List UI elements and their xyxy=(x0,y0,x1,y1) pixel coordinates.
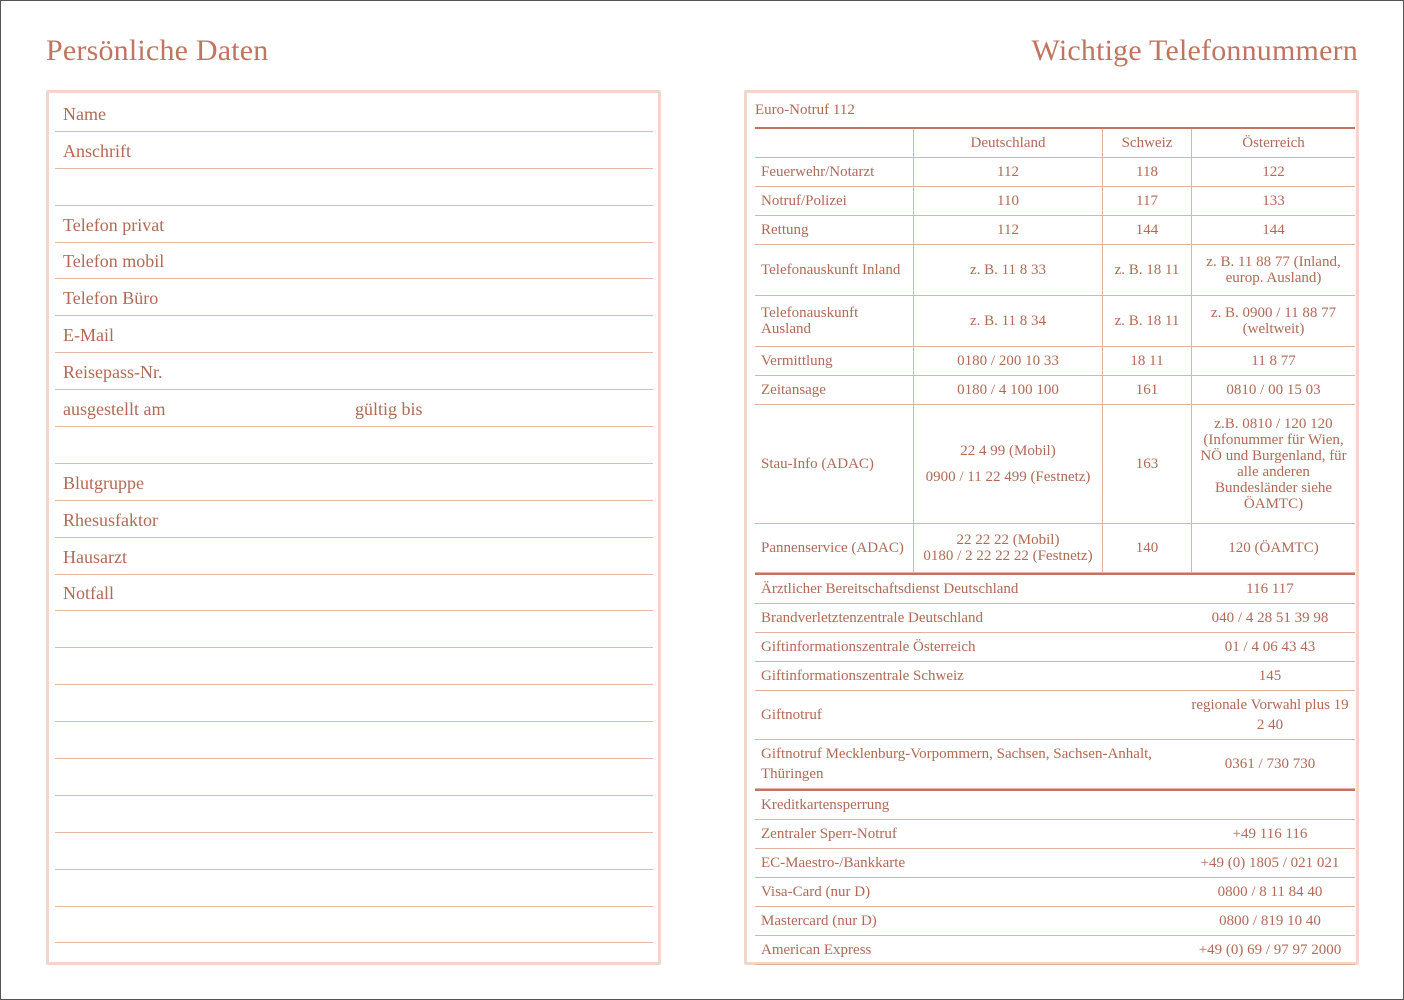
service-name: Zeitansage xyxy=(755,376,914,405)
card-service-number: +49 (0) 1805 / 021 021 xyxy=(1185,849,1355,878)
switzerland-number: 144 xyxy=(1103,216,1192,245)
form-line[interactable] xyxy=(55,427,653,464)
health-row xyxy=(755,662,1355,691)
germany-number-text-2: 0180 / 2 22 22 22 (Festnetz) xyxy=(923,548,1093,564)
form-line[interactable] xyxy=(55,169,653,206)
health-service-name: Giftnotruf xyxy=(755,691,1185,740)
switzerland-number: z. B. 18 11 xyxy=(1103,245,1192,296)
card-service-name: EC-Maestro-/Bankkarte xyxy=(755,849,1185,878)
form-line[interactable] xyxy=(55,132,653,169)
health-table xyxy=(755,573,1355,789)
form-line[interactable] xyxy=(55,833,653,870)
germany-number-text: 22 4 99 (Mobil) xyxy=(960,443,1056,459)
personal-data-lines xyxy=(55,95,653,943)
emergency-row xyxy=(755,524,1355,573)
card-service-number: 0800 / 819 10 40 xyxy=(1185,907,1355,936)
spacer xyxy=(918,459,1098,469)
health-service-number: regionale Vorwahl plus 19 2 40 xyxy=(1185,691,1355,740)
switzerland-number: 18 11 xyxy=(1103,347,1192,376)
austria-number: z. B. 11 88 77 (Inland, europ. Ausland) xyxy=(1192,245,1356,296)
germany-number-text: 0180 / 200 10 33 xyxy=(957,353,1059,369)
germany-number-text: 112 xyxy=(997,164,1019,180)
form-line[interactable] xyxy=(55,722,653,759)
emergency-table-header xyxy=(755,128,1355,158)
emergency-row xyxy=(755,187,1355,216)
austria-number: z. B. 0900 / 11 88 77 (weltweit) xyxy=(1192,296,1356,347)
germany-number xyxy=(914,187,1103,216)
health-service-number: 040 / 4 28 51 39 98 xyxy=(1185,604,1355,633)
card-service-name: American Express xyxy=(755,936,1185,965)
austria-number: 122 xyxy=(1192,158,1356,187)
austria-number: 144 xyxy=(1192,216,1356,245)
switzerland-number: 140 xyxy=(1103,524,1192,573)
germany-number xyxy=(914,245,1103,296)
form-line[interactable] xyxy=(55,870,653,907)
form-line-label: Name xyxy=(63,103,106,124)
form-line[interactable] xyxy=(55,353,653,390)
austria-number: 120 (ÖAMTC) xyxy=(1192,524,1356,573)
germany-number-text: 112 xyxy=(997,222,1019,238)
form-line[interactable] xyxy=(55,390,653,427)
form-line[interactable] xyxy=(55,95,653,132)
emergency-row xyxy=(755,216,1355,245)
form-line[interactable] xyxy=(55,501,653,538)
form-line-label: E-Mail xyxy=(63,325,114,346)
card-row xyxy=(755,878,1355,907)
column-header xyxy=(755,128,914,158)
card-row xyxy=(755,907,1355,936)
form-line[interactable] xyxy=(55,685,653,722)
germany-number-text: 110 xyxy=(997,193,1019,209)
form-line-label: ausgestellt am xyxy=(63,399,166,420)
form-line[interactable] xyxy=(55,796,653,833)
service-name: Vermittlung xyxy=(755,347,914,376)
health-service-name: Giftinformationszentrale Schweiz xyxy=(755,662,1185,691)
phone-numbers-title: Wichtige Telefonnummern xyxy=(1031,34,1358,67)
phone-numbers-panel xyxy=(744,90,1359,965)
column-header: Österreich xyxy=(1192,128,1356,158)
germany-number xyxy=(914,296,1103,347)
health-service-name: Brandverletztenzentrale Deutschland xyxy=(755,604,1185,633)
form-line[interactable] xyxy=(55,206,653,243)
cards-table xyxy=(755,789,1355,965)
germany-number xyxy=(914,216,1103,245)
switzerland-number: 118 xyxy=(1103,158,1192,187)
service-name: Stau-Info (ADAC) xyxy=(755,405,914,524)
card-service-number: +49 116 116 xyxy=(1185,820,1355,849)
germany-number xyxy=(914,405,1103,524)
card-service-name: Kreditkartensperrung xyxy=(755,790,1185,820)
euro-notruf-title: Euro-Notruf 112 xyxy=(755,102,855,118)
form-line[interactable] xyxy=(55,279,653,316)
card-service-number xyxy=(1185,790,1355,820)
health-row xyxy=(755,574,1355,604)
health-service-name: Giftinformationszentrale Österreich xyxy=(755,633,1185,662)
austria-number: 11 8 77 xyxy=(1192,347,1356,376)
form-line-label: Hausarzt xyxy=(63,546,127,567)
germany-number xyxy=(914,376,1103,405)
switzerland-number: z. B. 18 11 xyxy=(1103,296,1192,347)
card-row xyxy=(755,820,1355,849)
austria-number: 133 xyxy=(1192,187,1356,216)
card-row xyxy=(755,936,1355,965)
germany-number xyxy=(914,158,1103,187)
austria-number: z.B. 0810 / 120 120 (Infonummer für Wien, NÖ und Burgenland, für alle anderen Bundesländer siehe ÖAMTC) xyxy=(1192,405,1356,524)
emergency-row xyxy=(755,158,1355,187)
emergency-row xyxy=(755,405,1355,524)
form-line-label: Anschrift xyxy=(63,140,131,161)
emergency-row xyxy=(755,245,1355,296)
health-service-name: Ärztlicher Bereitschaftsdienst Deutschland xyxy=(755,574,1185,604)
form-line-label: Telefon mobil xyxy=(63,251,165,272)
health-service-name: Giftnotruf Mecklenburg-Vorpommern, Sachsen, Sachsen-Anhalt, Thüringen xyxy=(755,740,1185,789)
germany-number-text: z. B. 11 8 34 xyxy=(969,313,1047,329)
emergency-row xyxy=(755,347,1355,376)
form-line-label: Telefon privat xyxy=(63,214,165,235)
form-line-label: Blutgruppe xyxy=(63,472,144,493)
card-service-number: 0800 / 8 11 84 40 xyxy=(1185,878,1355,907)
form-line[interactable] xyxy=(55,243,653,280)
personal-data-title: Persönliche Daten xyxy=(46,34,269,67)
health-service-number: 01 / 4 06 43 43 xyxy=(1185,633,1355,662)
germany-number xyxy=(914,347,1103,376)
austria-number: 0810 / 00 15 03 xyxy=(1192,376,1356,405)
form-line[interactable] xyxy=(55,316,653,353)
column-header: Deutschland xyxy=(914,128,1103,158)
service-name: Telefonauskunft Ausland xyxy=(755,296,914,347)
card-service-name: Visa-Card (nur D) xyxy=(755,878,1185,907)
germany-number-text: z. B. 11 8 33 xyxy=(969,262,1047,278)
health-row xyxy=(755,604,1355,633)
personal-data-panel xyxy=(46,90,661,965)
card-service-name: Mastercard (nur D) xyxy=(755,907,1185,936)
form-line-label: Rhesusfaktor xyxy=(63,509,158,530)
service-name: Pannenservice (ADAC) xyxy=(755,524,914,573)
health-row xyxy=(755,740,1355,789)
card-service-number: +49 (0) 69 / 97 97 2000 xyxy=(1185,936,1355,965)
card-service-name: Zentraler Sperr-Notruf xyxy=(755,820,1185,849)
form-line-label: Telefon Büro xyxy=(63,288,159,309)
germany-number-text-2: 0900 / 11 22 499 (Festnetz) xyxy=(925,469,1091,485)
form-line[interactable] xyxy=(55,538,653,575)
form-line[interactable] xyxy=(55,575,653,612)
service-name: Telefonauskunft Inland xyxy=(755,245,914,296)
switzerland-number: 163 xyxy=(1103,405,1192,524)
card-row xyxy=(755,790,1355,820)
column-header: Schweiz xyxy=(1103,128,1192,158)
emergency-table xyxy=(755,127,1355,573)
form-line[interactable] xyxy=(55,464,653,501)
form-line-label: Reisepass-Nr. xyxy=(63,362,163,383)
form-line[interactable] xyxy=(55,648,653,685)
emergency-row xyxy=(755,376,1355,405)
health-service-number: 145 xyxy=(1185,662,1355,691)
service-name: Rettung xyxy=(755,216,914,245)
emergency-row xyxy=(755,296,1355,347)
switzerland-number: 117 xyxy=(1103,187,1192,216)
health-service-number: 116 117 xyxy=(1185,574,1355,604)
form-line-label: Notfall xyxy=(63,583,114,604)
service-name: Feuerwehr/Notarzt xyxy=(755,158,914,187)
card-row xyxy=(755,849,1355,878)
health-row xyxy=(755,633,1355,662)
switzerland-number: 161 xyxy=(1103,376,1192,405)
form-line[interactable] xyxy=(55,759,653,796)
form-line[interactable] xyxy=(55,907,653,944)
germany-number-text: 0180 / 4 100 100 xyxy=(957,382,1059,398)
germany-number xyxy=(914,524,1103,573)
service-name: Notruf/Polizei xyxy=(755,187,914,216)
germany-number-text: 22 22 22 (Mobil) xyxy=(956,532,1060,548)
health-service-number: 0361 / 730 730 xyxy=(1185,740,1355,789)
form-line-label-secondary: gültig bis xyxy=(355,399,423,420)
health-row xyxy=(755,691,1355,740)
form-line[interactable] xyxy=(55,611,653,648)
